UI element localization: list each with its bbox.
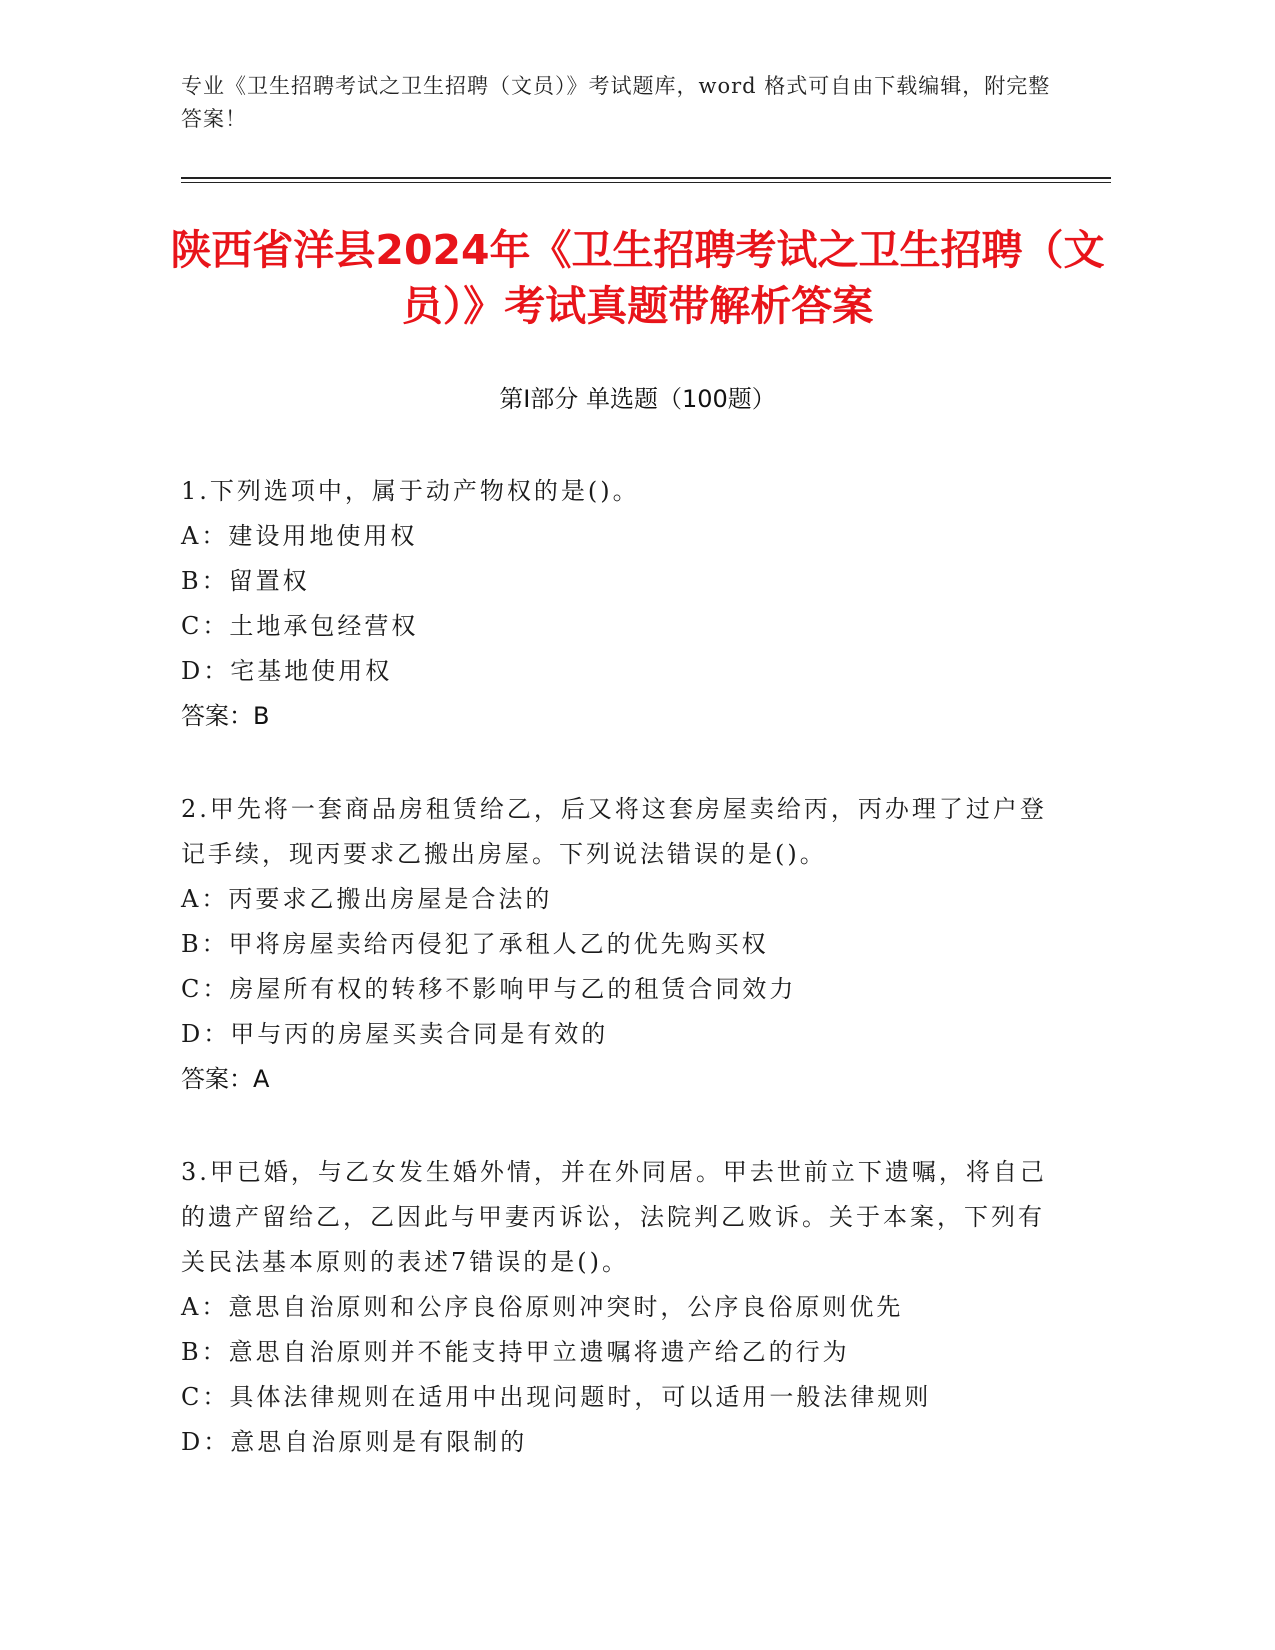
header-rule [181, 177, 1111, 179]
option-c: C：具体法律规则在适用中出现问题时，可以适用一般法律规则 [181, 1383, 932, 1411]
question-3 [181, 1150, 1061, 1465]
option-b: B：甲将房屋卖给丙侵犯了承租人乙的优先购买权 [181, 930, 769, 958]
option-c: C：土地承包经营权 [181, 612, 419, 640]
question-list [181, 469, 1061, 1513]
option-a: A：意思自治原则和公序良俗原则冲突时，公序良俗原则优先 [181, 1293, 904, 1321]
header-rule-thin [181, 182, 1111, 183]
answer-line: 答案：B [181, 702, 270, 730]
document-title: 陕西省洋县2024年《卫生招聘考试之卫生招聘（文员）》考试真题带解析答案 [170, 226, 1105, 330]
header-note: 专业《卫生招聘考试之卫生招聘（文员）》考试题库，word 格式可自由下载编辑，附完整答案！ [181, 74, 1051, 131]
option-d: D：甲与丙的房屋买卖合同是有效的 [181, 1020, 609, 1048]
option-d: D：意思自治原则是有限制的 [181, 1428, 528, 1456]
question-stem: 1.下列选项中，属于动产物权的是()。 [181, 477, 640, 505]
option-c: C：房屋所有权的转移不影响甲与乙的租赁合同效力 [181, 975, 797, 1003]
option-b: B：留置权 [181, 567, 310, 595]
option-d: D：宅基地使用权 [181, 657, 393, 685]
question-stem: 2.甲先将一套商品房租赁给乙，后又将这套房屋卖给丙，丙办理了过户登记手续，现丙要求乙搬出房屋。下列说法错误的是()。 [181, 795, 1047, 868]
option-b: B：意思自治原则并不能支持甲立遗嘱将遗产给乙的行为 [181, 1338, 850, 1366]
question-stem: 3.甲已婚，与乙女发生婚外情，并在外同居。甲去世前立下遗嘱，将自己的遗产留给乙，乙因此与甲妻丙诉讼，法院判乙败诉。关于本案，下列有关民法基本原则的表述7错误的是()。 [181, 1158, 1047, 1276]
section-title: 第Ⅰ部分 单选题（100题） [499, 385, 776, 413]
option-a: A：丙要求乙搬出房屋是合法的 [181, 885, 553, 913]
answer-line: 答案：A [181, 1065, 270, 1093]
question-1 [181, 469, 1061, 739]
option-a: A：建设用地使用权 [181, 522, 418, 550]
question-2 [181, 787, 1061, 1102]
